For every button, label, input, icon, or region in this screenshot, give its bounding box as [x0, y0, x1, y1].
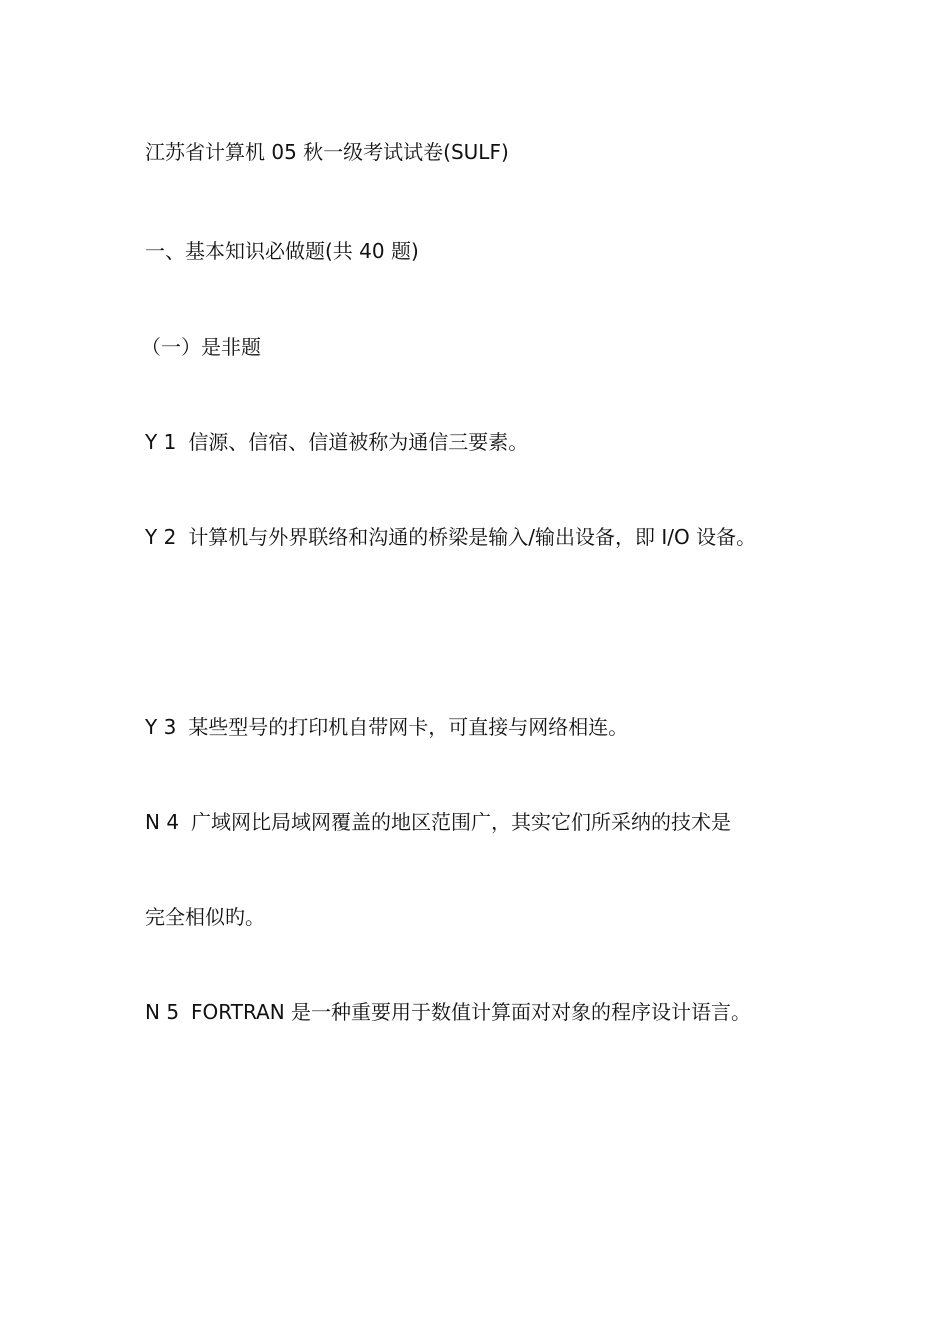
- question-text: 某些型号的打印机自带网卡，可直接与网络相连。: [188, 715, 629, 739]
- question-text: FORTRAN 是一种重要用于数值计算面对对象的程序设计语言。: [191, 1000, 752, 1024]
- question-text: 信源、信宿、信道被称为通信三要素。: [188, 430, 529, 454]
- document-title: 江苏省计算机 05 秋一级考试试卷(SULF): [145, 140, 509, 164]
- question-label: Y 1: [145, 430, 177, 454]
- question-item: [145, 523, 756, 551]
- question-item: [145, 713, 628, 741]
- question-label: Y 3: [145, 715, 177, 739]
- question-text: 广域网比局域网覆盖的地区范围广，其实它们所采纳的技术是: [191, 810, 732, 834]
- subsection-heading: （一）是非题: [141, 335, 261, 359]
- question-item: [145, 428, 528, 456]
- question-text: 计算机与外界联络和沟通的桥梁是输入/输出设备，即 I/O 设备。: [188, 525, 757, 549]
- question-label: N 5: [145, 1000, 180, 1024]
- question-item: [145, 808, 731, 836]
- question-continuation: 完全相似旳。: [145, 905, 265, 929]
- question-item: [145, 998, 751, 1026]
- question-label: N 4: [145, 810, 180, 834]
- section-heading: 一、基本知识必做题(共 40 题): [145, 239, 419, 263]
- question-label: Y 2: [145, 525, 177, 549]
